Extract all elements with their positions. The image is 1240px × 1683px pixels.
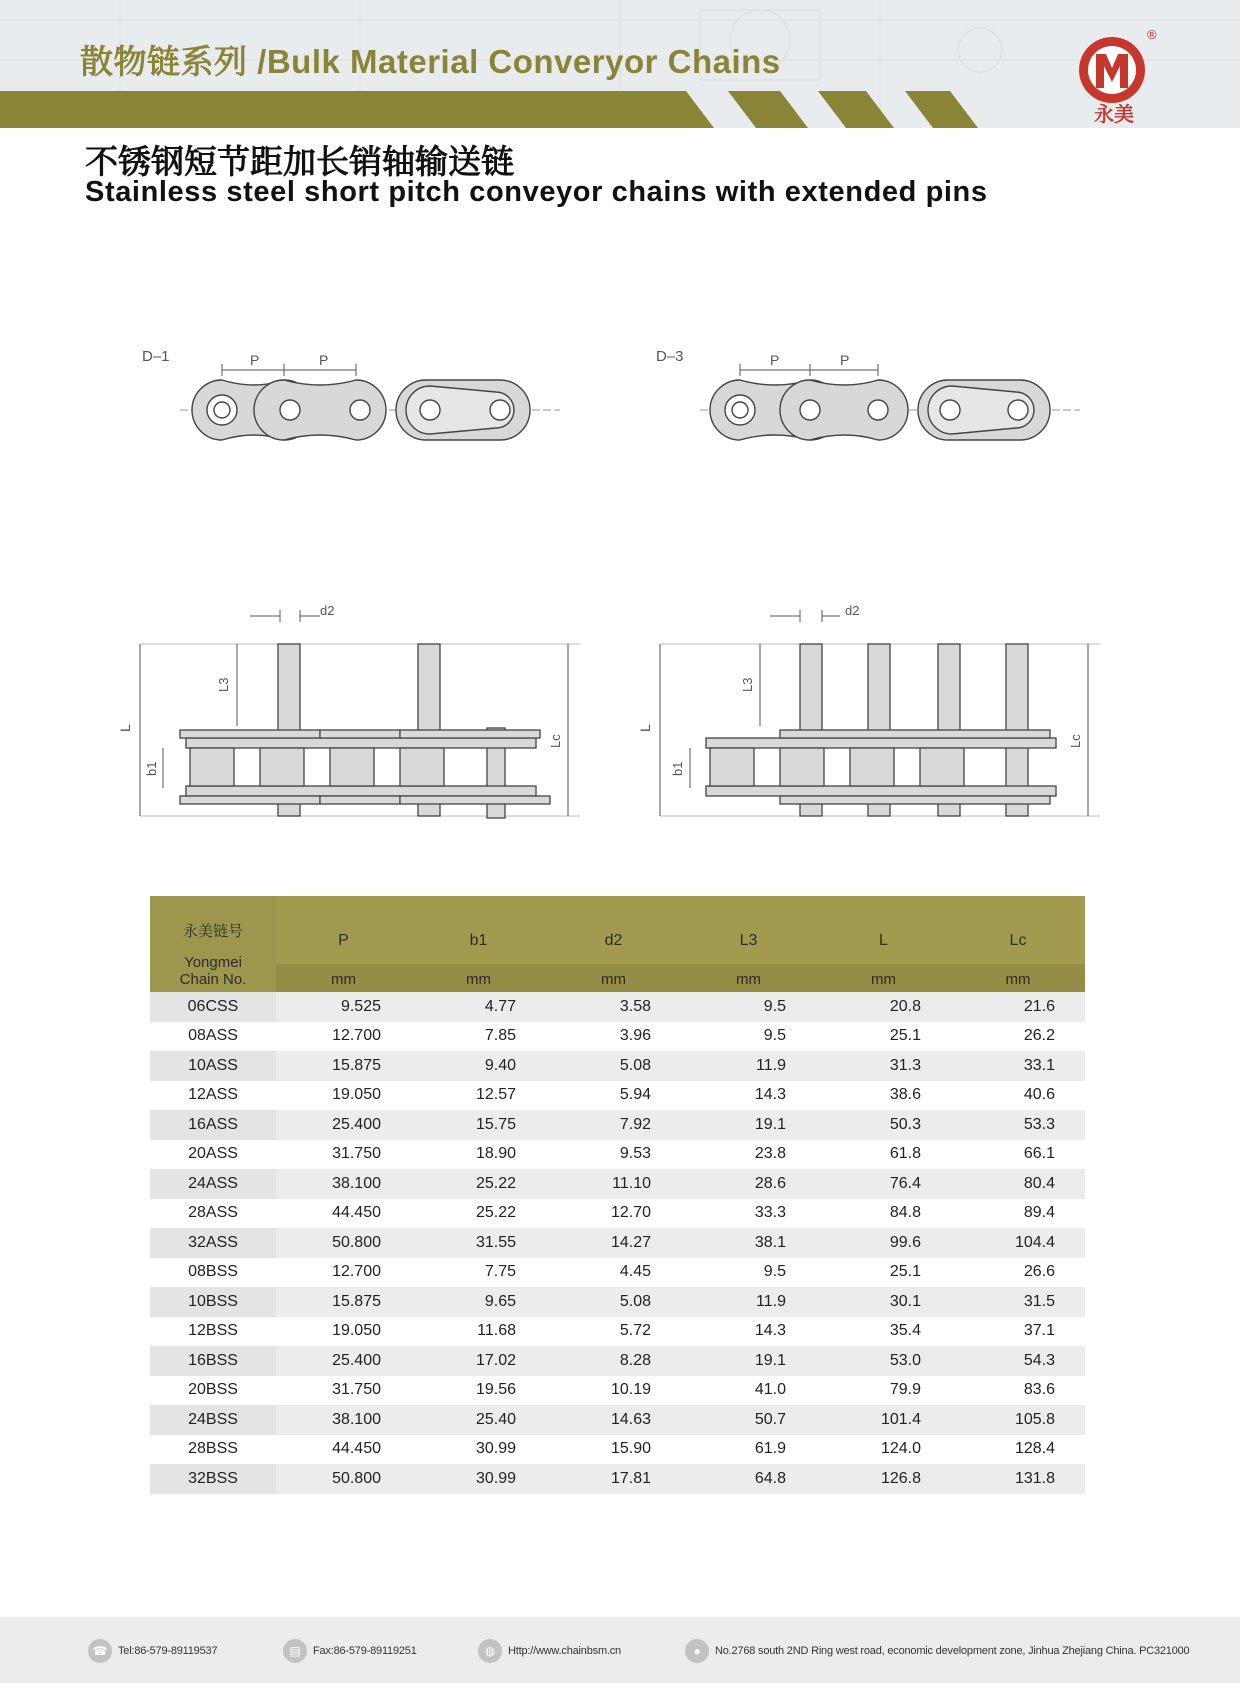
cell-value: 19.050 — [332, 1322, 381, 1340]
cell-value: 25.22 — [475, 1204, 516, 1222]
table-row — [150, 1317, 1085, 1347]
cell-value: 124.0 — [880, 1440, 921, 1458]
cell-chain-no: 28ASS — [188, 1204, 238, 1222]
d2-label-right: d2 — [845, 603, 860, 618]
cell-value: 19.1 — [681, 1110, 816, 1140]
table-row — [150, 1051, 1085, 1081]
table-row — [150, 1287, 1085, 1317]
cell-value: 61.8 — [889, 1145, 921, 1163]
cell-value: 11.10 — [546, 1169, 681, 1199]
cell-value: 84.8 — [889, 1204, 921, 1222]
header-symbol: b1 — [469, 932, 488, 949]
cell-value: 44.450 — [332, 1204, 381, 1222]
cell-value: 31.3 — [816, 1051, 951, 1081]
cell-value: 105.8 — [951, 1405, 1085, 1435]
cell-value: 3.96 — [619, 1027, 651, 1045]
chain-top-view-right — [637, 596, 1110, 831]
cell-value: 5.08 — [546, 1051, 681, 1081]
b1-label-right: b1 — [670, 761, 685, 776]
cell-value: 14.3 — [754, 1322, 786, 1340]
header-symbol: L3 — [739, 932, 758, 949]
cell-chain-no: 10BSS — [150, 1287, 276, 1317]
cell-chain-no: 28BSS — [188, 1440, 238, 1458]
pitch-label-1: P — [250, 352, 260, 368]
footer-tel-text: Tel:86-579-89119537 — [118, 1645, 218, 1657]
pitch-label-4: P — [840, 352, 850, 368]
cell-value: 17.81 — [546, 1464, 681, 1494]
cell-value: 5.72 — [619, 1322, 651, 1340]
header-col — [546, 896, 681, 992]
cell-value: 33.3 — [754, 1204, 786, 1222]
cell-value: 33.1 — [951, 1051, 1085, 1081]
cell-value: 9.40 — [411, 1051, 546, 1081]
cell-value: 66.1 — [1023, 1145, 1055, 1163]
cell-chain-no: 08BSS — [188, 1263, 238, 1281]
cell-chain-no: 08ASS — [188, 1027, 238, 1045]
cell-value: 20.8 — [816, 992, 951, 1022]
cell-chain-no: 12ASS — [188, 1086, 238, 1104]
cell-value: 31.55 — [411, 1228, 546, 1258]
cell-chain-no: 16BSS — [150, 1346, 276, 1376]
cell-chain-no: 32BSS — [150, 1464, 276, 1494]
table-row — [150, 1110, 1085, 1140]
cell-value: 23.8 — [754, 1145, 786, 1163]
table-row — [150, 1346, 1085, 1376]
header-chain-no-en — [150, 954, 276, 988]
cell-value: 104.4 — [951, 1228, 1085, 1258]
L-label-left: L — [117, 724, 133, 732]
cell-value: 19.56 — [475, 1381, 516, 1399]
cell-value: 11.9 — [681, 1287, 816, 1317]
cell-value: 9.65 — [411, 1287, 546, 1317]
cell-value: 12.700 — [332, 1027, 381, 1045]
location-icon: ● — [685, 1639, 709, 1663]
cell-chain-no: 06CSS — [150, 992, 276, 1022]
cell-value: 12.70 — [610, 1204, 651, 1222]
L-label-right: L — [637, 724, 653, 732]
chain-side-view-d1 — [130, 330, 570, 465]
cell-value: 53.3 — [951, 1110, 1085, 1140]
header-symbol: Lc — [1009, 932, 1027, 949]
cell-value: 25.1 — [889, 1263, 921, 1281]
cell-value: 10.19 — [610, 1381, 651, 1399]
header-unit: mm — [601, 971, 626, 988]
cell-value: 3.58 — [546, 992, 681, 1022]
Lc-label-left: Lc — [548, 734, 563, 748]
header-col — [276, 896, 411, 992]
cell-value: 31.750 — [332, 1381, 381, 1399]
cell-value: 19.050 — [332, 1086, 381, 1104]
header-symbol: L — [879, 932, 888, 949]
cell-value: 17.02 — [411, 1346, 546, 1376]
footer — [0, 1617, 1240, 1683]
cell-value: 61.9 — [754, 1440, 786, 1458]
cell-chain-no: 24ASS — [150, 1169, 276, 1199]
cell-value: 38.100 — [276, 1169, 411, 1199]
header-chain-no-cn: 永美链号 — [182, 922, 243, 940]
header-unit: mm — [466, 971, 491, 988]
header-olive-bar — [0, 91, 1240, 128]
cell-value: 101.4 — [816, 1405, 951, 1435]
cell-value: 28.6 — [681, 1169, 816, 1199]
cell-value: 21.6 — [951, 992, 1085, 1022]
footer-web-link[interactable]: Http://www.chainbsm.cn — [508, 1645, 621, 1657]
cell-value: 80.4 — [951, 1169, 1085, 1199]
cell-value: 11.9 — [681, 1051, 816, 1081]
cell-value: 26.6 — [1023, 1263, 1055, 1281]
cell-chain-no: 20ASS — [188, 1145, 238, 1163]
cell-chain-no: 12BSS — [188, 1322, 238, 1340]
cell-value: 40.6 — [1023, 1086, 1055, 1104]
cell-value: 83.6 — [1023, 1381, 1055, 1399]
cell-value: 25.400 — [276, 1110, 411, 1140]
table-row — [150, 992, 1085, 1022]
cell-value: 31.5 — [951, 1287, 1085, 1317]
cell-value: 25.1 — [889, 1027, 921, 1045]
cell-value: 76.4 — [816, 1169, 951, 1199]
cell-value: 12.700 — [332, 1263, 381, 1281]
footer-web[interactable] — [478, 1639, 621, 1663]
chain-top-view-left — [117, 596, 590, 831]
cell-value: 15.875 — [276, 1051, 411, 1081]
Lc-label-right: Lc — [1068, 734, 1083, 748]
table-row — [150, 1228, 1085, 1258]
cell-value: 50.7 — [681, 1405, 816, 1435]
chain-spec-table — [150, 896, 1085, 1494]
cell-value: 14.63 — [546, 1405, 681, 1435]
cell-value: 64.8 — [681, 1464, 816, 1494]
header-col — [951, 896, 1085, 992]
cell-value: 128.4 — [1014, 1440, 1055, 1458]
cell-value: 14.27 — [546, 1228, 681, 1258]
series-title: 散物链系列 /Bulk Material Converyor Chains — [80, 43, 781, 80]
cell-chain-no: 16ASS — [150, 1110, 276, 1140]
cell-chain-no: 24BSS — [150, 1405, 276, 1435]
registered-mark: ® — [1147, 27, 1157, 42]
cell-value: 30.99 — [411, 1464, 546, 1494]
cell-value: 8.28 — [546, 1346, 681, 1376]
b1-label-left: b1 — [144, 761, 159, 776]
footer-fax — [283, 1639, 417, 1663]
footer-address-text: No.2768 south 2ND Ring west road, economic development zone, Jinhua Zhejiang China. PC321000 — [715, 1645, 1190, 1657]
header-chain-no — [150, 896, 276, 992]
cell-value: 38.100 — [276, 1405, 411, 1435]
table-row — [150, 1199, 1085, 1229]
cell-value: 41.0 — [754, 1381, 786, 1399]
cell-value: 25.40 — [411, 1405, 546, 1435]
cell-value: 38.6 — [889, 1086, 921, 1104]
cell-value: 31.750 — [332, 1145, 381, 1163]
cell-value: 15.875 — [276, 1287, 411, 1317]
table-row — [150, 1258, 1085, 1288]
table-body — [150, 992, 1085, 1494]
table-row — [150, 1140, 1085, 1170]
cell-value: 79.9 — [889, 1381, 921, 1399]
d2-label-left: d2 — [320, 603, 335, 618]
L3-label-left: L3 — [216, 677, 231, 692]
header-col — [411, 896, 546, 992]
header-col — [681, 896, 816, 992]
cell-value: 131.8 — [951, 1464, 1085, 1494]
footer-address — [685, 1639, 1189, 1663]
cell-value: 30.1 — [816, 1287, 951, 1317]
table-row — [150, 1169, 1085, 1199]
table-row — [150, 1022, 1085, 1052]
cell-value: 126.8 — [816, 1464, 951, 1494]
header-chain-no-en-1: Yongmei — [184, 954, 242, 971]
header-symbol: P — [338, 932, 349, 949]
table-row — [150, 1405, 1085, 1435]
table-row — [150, 1376, 1085, 1406]
cell-value: 37.1 — [1023, 1322, 1055, 1340]
cell-value: 50.800 — [276, 1464, 411, 1494]
web-icon: ◍ — [478, 1639, 502, 1663]
cell-value: 7.92 — [546, 1110, 681, 1140]
cell-value: 99.6 — [816, 1228, 951, 1258]
chain-side-view-d3 — [650, 330, 1090, 465]
cell-value: 9.5 — [681, 992, 816, 1022]
footer-fax-text: Fax:86-579-89119251 — [313, 1645, 417, 1657]
header-symbol: d2 — [604, 932, 623, 949]
cell-value: 25.400 — [276, 1346, 411, 1376]
cell-value: 5.94 — [619, 1086, 651, 1104]
header-band — [0, 0, 1240, 128]
cell-value: 18.90 — [475, 1145, 516, 1163]
cell-value: 44.450 — [332, 1440, 381, 1458]
cell-value: 50.800 — [276, 1228, 411, 1258]
header-chain-no-en-2: Chain No. — [179, 971, 247, 988]
header-unit: mm — [1005, 971, 1031, 988]
cell-value: 50.3 — [816, 1110, 951, 1140]
cell-value: 14.3 — [754, 1086, 786, 1104]
header-unit: mm — [736, 971, 761, 988]
cell-value: 30.99 — [475, 1440, 516, 1458]
cell-value: 89.4 — [1023, 1204, 1055, 1222]
cell-value: 25.22 — [411, 1169, 546, 1199]
cell-value: 26.2 — [1023, 1027, 1055, 1045]
footer-tel — [88, 1639, 217, 1663]
cell-value: 12.57 — [475, 1086, 516, 1104]
cell-value: 38.1 — [681, 1228, 816, 1258]
header-unit: mm — [331, 971, 356, 988]
cell-value: 9.5 — [763, 1263, 786, 1281]
table-row — [150, 1081, 1085, 1111]
cell-value: 7.75 — [484, 1263, 516, 1281]
table-header-row — [150, 896, 1085, 992]
cell-value: 54.3 — [951, 1346, 1085, 1376]
cell-value: 7.85 — [484, 1027, 516, 1045]
pitch-label-3: P — [770, 352, 780, 368]
cell-value: 5.08 — [546, 1287, 681, 1317]
header-unit: mm — [871, 971, 896, 988]
brand-name: 永美 — [1094, 102, 1134, 126]
cell-value: 15.90 — [610, 1440, 651, 1458]
page-title-en: Stainless steel short pitch conveyor chains with extended pins — [85, 176, 988, 208]
cell-chain-no: 10ASS — [150, 1051, 276, 1081]
table-row — [150, 1464, 1085, 1494]
cell-value: 4.77 — [411, 992, 546, 1022]
cell-value: 9.53 — [619, 1145, 651, 1163]
cell-value: 4.45 — [619, 1263, 651, 1281]
L3-label-right: L3 — [740, 677, 755, 692]
cell-value: 19.1 — [681, 1346, 816, 1376]
table-row — [150, 1435, 1085, 1465]
drawing-label-d3: D–3 — [656, 348, 684, 365]
cell-value: 35.4 — [889, 1322, 921, 1340]
cell-value: 11.68 — [477, 1322, 516, 1340]
cell-chain-no: 20BSS — [188, 1381, 238, 1399]
cell-value: 9.525 — [276, 992, 411, 1022]
cell-value: 53.0 — [816, 1346, 951, 1376]
pitch-label-2: P — [319, 352, 329, 368]
fax-icon: ▤ — [283, 1639, 307, 1663]
drawing-label-d1: D–1 — [142, 348, 170, 365]
cell-value: 9.5 — [763, 1027, 786, 1045]
cell-value: 15.75 — [411, 1110, 546, 1140]
cell-chain-no: 32ASS — [150, 1228, 276, 1258]
header-col — [816, 896, 951, 992]
page-title-cn: 不锈钢短节距加长销轴输送链 — [85, 142, 514, 181]
phone-icon: ☎ — [88, 1639, 112, 1663]
